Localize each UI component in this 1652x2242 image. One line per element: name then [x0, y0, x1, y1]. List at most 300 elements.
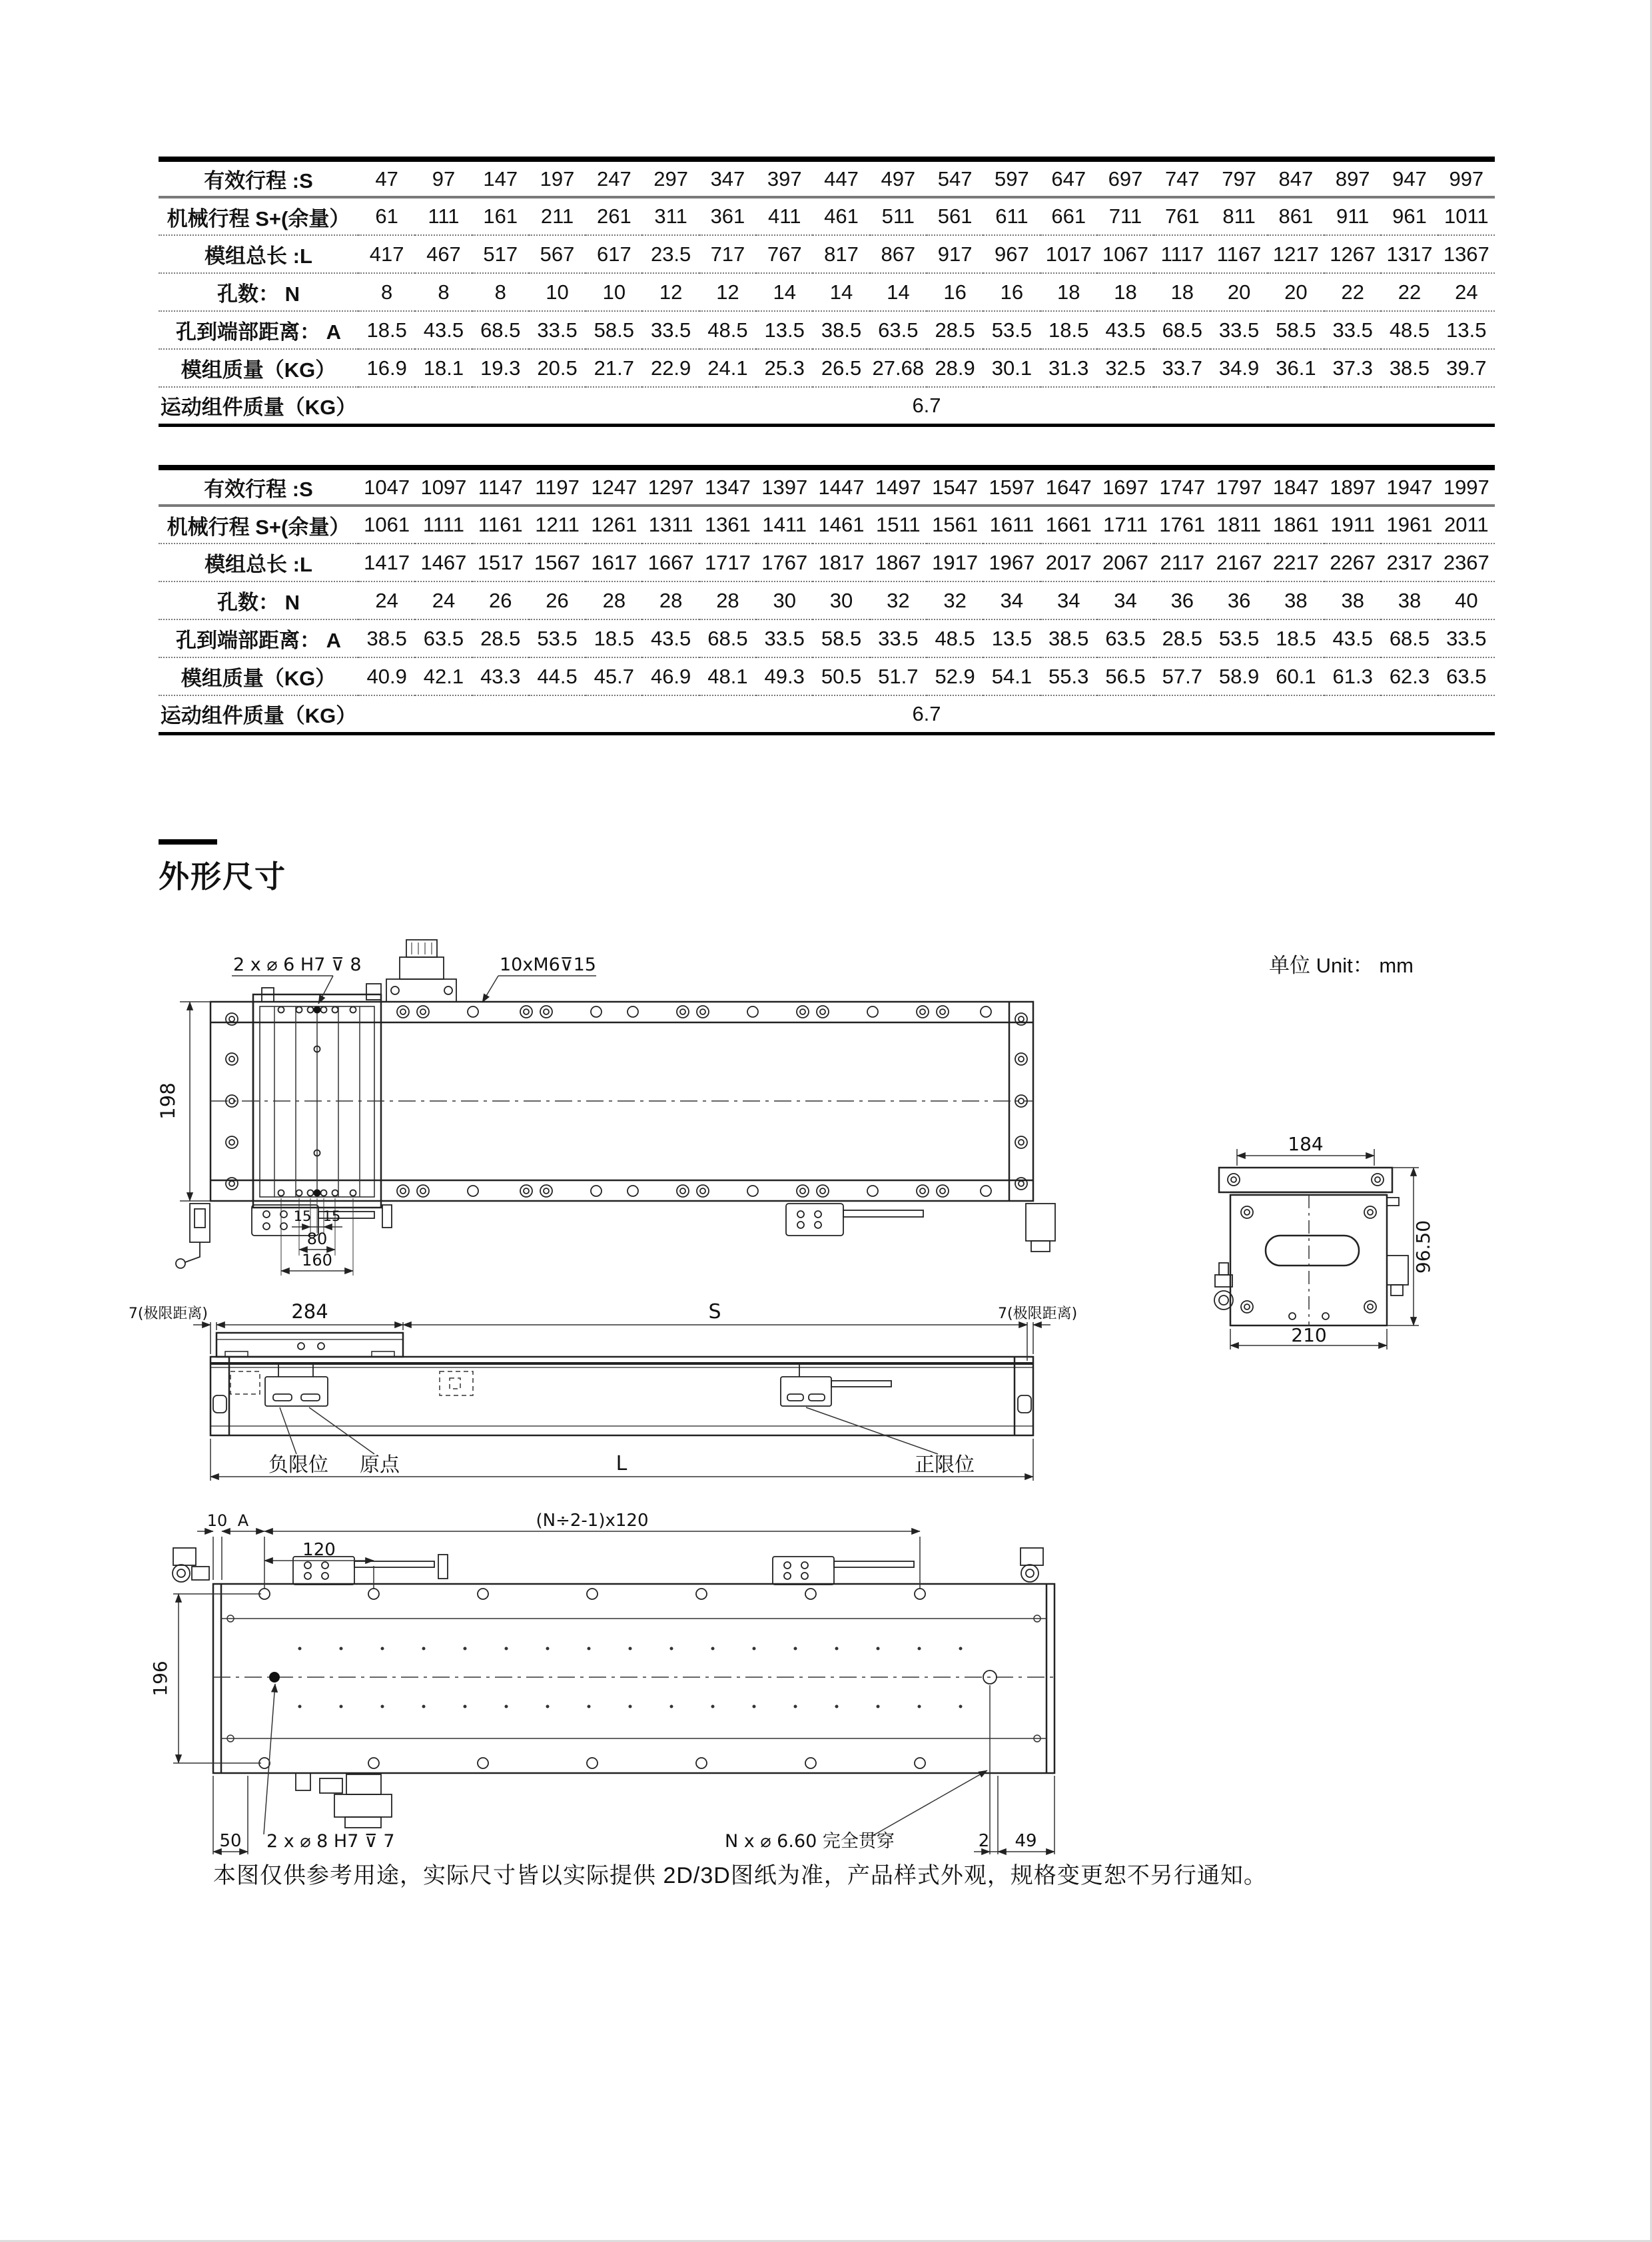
spec-cell: 28 [642, 581, 699, 619]
spec-cell: 1767 [756, 544, 813, 581]
spec-cell: 447 [824, 167, 859, 190]
spec-cell: 44.5 [529, 657, 586, 695]
spec-cell: 497 [881, 167, 916, 190]
spec-cell: 997 [1449, 167, 1484, 190]
spec-cell: 361 [699, 197, 756, 235]
spec-row [159, 311, 1495, 349]
spec-cell: 23.5 [642, 235, 699, 273]
spec-cell: 647 [1051, 167, 1086, 190]
spec-cell: 32 [870, 581, 927, 619]
spec-cell: 16.9 [358, 349, 415, 387]
spec-cell: 1661 [1040, 506, 1097, 544]
spec-cell: 1317 [1381, 235, 1438, 273]
spec-row [159, 695, 1495, 733]
spec-cell: 511 [870, 197, 927, 235]
spec-cell: 22 [1324, 273, 1381, 311]
spec-cell: 861 [1268, 197, 1324, 235]
spec-cell: 36.1 [1268, 349, 1324, 387]
spec-cell: 38 [1268, 581, 1324, 619]
spec-cell: 12 [642, 273, 699, 311]
dim-pitch: (N÷2-1)x120 [536, 1511, 649, 1531]
spec-cell: 2367 [1438, 544, 1495, 581]
spec-row [159, 544, 1495, 581]
spec-cell: 1911 [1324, 506, 1381, 544]
side-view-drawing [67, 1302, 1092, 1495]
spec-cell: 1211 [529, 506, 586, 544]
spec-cell: 42.1 [415, 657, 472, 695]
spec-cell: 33.5 [1324, 311, 1381, 349]
row-label: 运动组件质量（KG） [159, 695, 358, 733]
spec-cell: 97 [432, 167, 456, 190]
spec-cell: 14 [870, 273, 927, 311]
spec-cell: 1347 [704, 475, 751, 499]
spec-row [159, 197, 1495, 235]
spec-cell: 68.5 [1154, 311, 1210, 349]
spec-cell: 397 [767, 167, 802, 190]
dim-284: 284 [291, 1300, 328, 1323]
spec-cell: 1861 [1268, 506, 1324, 544]
spec-cell: 12 [699, 273, 756, 311]
spec-cell: 45.7 [586, 657, 642, 695]
bottom-view-body [213, 1584, 1054, 1773]
spec-cell: 28.5 [1154, 619, 1210, 657]
spec-cell: 53.5 [1210, 619, 1267, 657]
spec-cell: 13.5 [983, 619, 1040, 657]
spec-cell: 28 [699, 581, 756, 619]
spec-cell: 297 [653, 167, 688, 190]
spec-cell: 18.5 [1040, 311, 1097, 349]
spec-cell: 20.5 [529, 349, 586, 387]
spec-cell: 34 [1097, 581, 1154, 619]
spec-cell: 517 [472, 235, 529, 273]
spec-cell: 961 [1381, 197, 1438, 235]
spec-cell: 43.5 [1097, 311, 1154, 349]
spec-cell: 58.5 [813, 619, 869, 657]
row-label: 模组总长 :L [159, 235, 358, 273]
spec-cell: 947 [1392, 167, 1427, 190]
end-view-drawing [1206, 1126, 1446, 1365]
spec-cell: 261 [586, 197, 642, 235]
spec-cell: 467 [415, 235, 472, 273]
dowel-hole-label: 2 x ⌀ 8 H7 ⊽ 7 [266, 1831, 395, 1852]
spec-cell: 1497 [875, 475, 921, 499]
spec-row [159, 506, 1495, 544]
spec-cell: 6.7 [358, 695, 1495, 733]
dim-2: 2 [978, 1831, 990, 1851]
spec-cell: 24 [415, 581, 472, 619]
spec-cell: 53.5 [529, 619, 586, 657]
spec-cell: 1461 [813, 506, 869, 544]
spec-cell: 2117 [1154, 544, 1210, 581]
spec-cell: 13.5 [756, 311, 813, 349]
spec-cell: 911 [1324, 197, 1381, 235]
spec-cell: 26 [529, 581, 586, 619]
row-label: 孔数： N [159, 273, 358, 311]
spec-cell: 43.5 [1324, 619, 1381, 657]
spec-cell: 33.5 [870, 619, 927, 657]
row-label: 运动组件质量（KG） [159, 387, 358, 425]
dowel-hole-label: 2 x ⌀ 6 H7 ⊽ 8 [233, 954, 362, 975]
spec-cell: 60.1 [1268, 657, 1324, 695]
spec-cell: 16 [983, 273, 1040, 311]
row-label: 模组质量（KG） [159, 657, 358, 695]
dim-10: 10 [206, 1511, 228, 1530]
spec-cell: 38 [1381, 581, 1438, 619]
spec-cell: 68.5 [472, 311, 529, 349]
spec-cell: 1097 [420, 475, 467, 499]
dim-15-left: 15 [293, 1208, 312, 1224]
spec-cell: 111 [415, 197, 472, 235]
row-label: 模组总长 :L [159, 544, 358, 581]
spec-cell: 53.5 [983, 311, 1040, 349]
spec-cell: 1361 [699, 506, 756, 544]
spec-cell: 55.3 [1040, 657, 1097, 695]
spec-cell: 58.5 [586, 311, 642, 349]
spec-cell: 63.5 [1097, 619, 1154, 657]
spec-cell: 33.5 [1210, 311, 1267, 349]
spec-cell: 14 [813, 273, 869, 311]
spec-cell: 2067 [1097, 544, 1154, 581]
spec-cell: 247 [596, 167, 631, 190]
spec-cell: 18.5 [358, 311, 415, 349]
spec-cell: 747 [1164, 167, 1200, 190]
origin-label: 原点 [360, 1453, 400, 1477]
spec-row [159, 387, 1495, 425]
spec-cell: 1367 [1438, 235, 1495, 273]
spec-row [159, 349, 1495, 387]
dim-184: 184 [1288, 1133, 1324, 1155]
spec-cell: 417 [358, 235, 415, 273]
dim-210: 210 [1291, 1324, 1327, 1346]
spec-cell: 32 [927, 581, 983, 619]
spec-cell: 61 [358, 197, 415, 235]
spec-cell: 211 [529, 197, 586, 235]
spec-cell: 1161 [472, 506, 529, 544]
spec-cell: 1917 [927, 544, 983, 581]
spec-cell: 1797 [1216, 475, 1262, 499]
spec-cell: 611 [983, 197, 1040, 235]
spec-row [159, 159, 1495, 197]
spec-cell: 797 [1222, 167, 1256, 190]
spec-cell: 1761 [1154, 506, 1210, 544]
dim-15-right: 15 [322, 1208, 341, 1224]
spec-cell: 817 [813, 235, 869, 273]
spec-cell: 347 [710, 167, 745, 190]
spec-cell: 18 [1154, 273, 1210, 311]
spec-cell: 27.68 [870, 349, 927, 387]
spec-cell: 25.3 [756, 349, 813, 387]
hole-pattern-bottom-rail [397, 1185, 991, 1197]
dim-49: 49 [1015, 1831, 1037, 1851]
spec-cell: 38.5 [1040, 619, 1097, 657]
spec-row [159, 619, 1495, 657]
spec-cell: 811 [1210, 197, 1267, 235]
spec-cell: 1961 [1381, 506, 1438, 544]
spec-cell: 1967 [983, 544, 1040, 581]
spec-cell: 54.1 [983, 657, 1040, 695]
dimension-lines [173, 1531, 1054, 1854]
spec-cell: 661 [1040, 197, 1097, 235]
inner-lines [221, 1615, 1046, 1742]
spec-cell: 34 [983, 581, 1040, 619]
spec-cell: 1811 [1210, 506, 1267, 544]
spec-cell: 711 [1097, 197, 1154, 235]
dim-196: 196 [149, 1661, 171, 1696]
section-head [159, 839, 286, 897]
connector-hardware [296, 1773, 392, 1828]
section-title: 外形尺寸 [159, 859, 286, 894]
spec-cell: 1647 [1045, 475, 1092, 499]
spec-cell: 847 [1278, 167, 1314, 190]
spec-row [159, 468, 1495, 506]
carriage-grooves [274, 1006, 360, 1197]
spec-cell: 36 [1210, 581, 1267, 619]
row-label: 有效行程 :S [204, 478, 313, 501]
spec-cell: 2317 [1381, 544, 1438, 581]
spec-cell: 28.5 [472, 619, 529, 657]
spec-cell: 13.5 [1438, 311, 1495, 349]
spec-cell: 1711 [1097, 506, 1154, 544]
limit-distance-left-label: 7(极限距离) [128, 1306, 208, 1322]
spec-cell: 1397 [761, 475, 808, 499]
spec-cell: 46.9 [642, 657, 699, 695]
spec-cell: 68.5 [1381, 619, 1438, 657]
spec-cell: 20 [1210, 273, 1267, 311]
spec-cell: 1167 [1210, 235, 1267, 273]
spec-cell: 38 [1324, 581, 1381, 619]
spec-cell: 547 [937, 167, 973, 190]
spec-cell: 2167 [1210, 544, 1267, 581]
spec-cell: 36 [1154, 581, 1210, 619]
spec-cell: 8 [358, 273, 415, 311]
spec-cell: 48.5 [699, 311, 756, 349]
spec-cell: 22.9 [642, 349, 699, 387]
spec-cell: 697 [1108, 167, 1143, 190]
spec-cell: 51.7 [870, 657, 927, 695]
row-label: 机械行程 S+(余量） [159, 506, 358, 544]
spec-cell: 717 [699, 235, 756, 273]
spec-cell: 1447 [818, 475, 865, 499]
spec-cell: 1197 [535, 475, 580, 499]
dim-160: 160 [302, 1251, 332, 1270]
spec-cell: 43.5 [642, 619, 699, 657]
spec-cell: 1311 [642, 506, 699, 544]
negative-limit-label: 负限位 [268, 1453, 328, 1477]
spec-cell: 52.9 [927, 657, 983, 695]
spec-cell: 461 [813, 197, 869, 235]
spec-cell: 1897 [1330, 475, 1376, 499]
spec-cell: 39.7 [1438, 349, 1495, 387]
spec-cell: 1417 [358, 544, 415, 581]
spec-cell: 24 [1438, 273, 1495, 311]
side-view-body [210, 1333, 1033, 1435]
spec-cell: 10 [586, 273, 642, 311]
spec-row [159, 273, 1495, 311]
spec-cell: 2011 [1438, 506, 1495, 544]
spec-cell: 40 [1438, 581, 1495, 619]
spec-cell: 1597 [989, 475, 1035, 499]
dim-198: 198 [157, 1082, 179, 1120]
spec-cell: 30.1 [983, 349, 1040, 387]
spec-cell: 1411 [756, 506, 813, 544]
spec-cell: 48.5 [1381, 311, 1438, 349]
spec-cell: 6.7 [358, 387, 1495, 425]
spec-cell: 58.5 [1268, 311, 1324, 349]
spec-cell: 2217 [1268, 544, 1324, 581]
spec-table-2 [159, 465, 1495, 735]
spec-cell: 8 [415, 273, 472, 311]
spec-table-1 [159, 157, 1495, 427]
spec-cell: 33.7 [1154, 349, 1210, 387]
spec-cell: 18 [1097, 273, 1154, 311]
spec-cell: 1667 [642, 544, 699, 581]
spec-cell: 63.5 [415, 619, 472, 657]
spec-cell: 1517 [472, 544, 529, 581]
bottom-view-drawing [67, 1505, 1092, 1858]
spec-cell: 1947 [1386, 475, 1433, 499]
row-label: 有效行程 :S [204, 169, 313, 192]
spec-cell: 38.5 [813, 311, 869, 349]
through-hole-label: N x ⌀ 6.60 完全贯穿 [725, 1831, 895, 1852]
spec-cell: 61.3 [1324, 657, 1381, 695]
spec-cell: 1011 [1438, 197, 1495, 235]
spec-cell: 1247 [591, 475, 637, 499]
spec-cell: 617 [586, 235, 642, 273]
row-label: 机械行程 S+(余量） [159, 197, 358, 235]
spec-cell: 18 [1040, 273, 1097, 311]
spec-cell: 161 [472, 197, 529, 235]
spec-cell: 24.1 [699, 349, 756, 387]
spec-cell: 40.9 [358, 657, 415, 695]
spec-cell: 28.9 [927, 349, 983, 387]
spec-cell: 38.5 [1381, 349, 1438, 387]
spec-cell: 411 [756, 197, 813, 235]
spec-cell: 1267 [1324, 235, 1381, 273]
footnote: 本图仅供参考用途，实际尺寸皆以实际提供 2D/3D图纸为准，产品样式外观，规格变更恕不另行通知。 [213, 1863, 1267, 1888]
spec-cell: 2267 [1324, 544, 1381, 581]
spec-cell: 43.5 [415, 311, 472, 349]
row-label: 孔数： N [159, 581, 358, 619]
spec-cell: 33.5 [529, 311, 586, 349]
spec-cell: 1867 [870, 544, 927, 581]
spec-cell: 58.9 [1210, 657, 1267, 695]
spec-cell: 1547 [932, 475, 979, 499]
spec-cell: 1297 [647, 475, 694, 499]
spec-cell: 21.7 [586, 349, 642, 387]
spec-row [159, 581, 1495, 619]
unit-label: 单位 Unit： mm [1269, 954, 1414, 977]
spec-cell: 38.5 [358, 619, 415, 657]
limit-sensors [265, 1363, 891, 1406]
spec-cell: 31.3 [1040, 349, 1097, 387]
spec-cell: 1567 [529, 544, 586, 581]
spec-cell: 26.5 [813, 349, 869, 387]
dim-80: 80 [306, 1230, 328, 1248]
spec-cell: 10 [529, 273, 586, 311]
spec-cell: 1511 [870, 506, 927, 544]
spec-cell: 43.3 [472, 657, 529, 695]
spec-cell: 68.5 [699, 619, 756, 657]
spec-cell: 30 [756, 581, 813, 619]
spec-cell: 47 [375, 167, 398, 190]
spec-cell: 19.3 [472, 349, 529, 387]
spec-cell: 1611 [983, 506, 1040, 544]
spec-cell: 1047 [364, 475, 410, 499]
spec-cell: 597 [995, 167, 1029, 190]
spec-cell: 18.5 [586, 619, 642, 657]
spec-row [159, 235, 1495, 273]
dimension-lines [180, 976, 596, 1276]
spec-cell: 147 [483, 167, 518, 190]
spec-cell: 18.5 [1268, 619, 1324, 657]
spec-cell: 1147 [478, 475, 523, 499]
dim-A: A [237, 1511, 249, 1530]
spec-cell: 967 [983, 235, 1040, 273]
hidden-outlines [230, 1371, 473, 1395]
spec-cell: 1111 [415, 506, 472, 544]
dim-96-50: 96.50 [1412, 1220, 1434, 1274]
top-view-drawing [100, 929, 1066, 1299]
spec-cell: 1997 [1443, 475, 1489, 499]
spec-cell: 1067 [1097, 235, 1154, 273]
dim-50: 50 [219, 1831, 242, 1851]
spec-cell: 33.5 [642, 311, 699, 349]
spec-cell: 567 [529, 235, 586, 273]
spec-cell: 24 [358, 581, 415, 619]
spec-cell: 1561 [927, 506, 983, 544]
tap-hole-label: 10xM6⊽15 [500, 954, 596, 975]
spec-cell: 34 [1040, 581, 1097, 619]
spec-cell: 62.3 [1381, 657, 1438, 695]
hole-pattern-top-rail [397, 1006, 991, 1018]
spec-cell: 1061 [358, 506, 415, 544]
dim-S: S [708, 1300, 721, 1323]
carriage-detail [213, 1343, 1031, 1413]
spec-cell: 33.5 [756, 619, 813, 657]
spec-cell: 1217 [1268, 235, 1324, 273]
spec-cell: 1467 [415, 544, 472, 581]
spec-cell: 22 [1381, 273, 1438, 311]
spec-cell: 867 [870, 235, 927, 273]
spec-row [159, 657, 1495, 695]
spec-cell: 311 [642, 197, 699, 235]
spec-cell: 57.7 [1154, 657, 1210, 695]
spec-cell: 197 [540, 167, 575, 190]
spec-cell: 1697 [1102, 475, 1148, 499]
spec-cell: 30 [813, 581, 869, 619]
spec-cell: 34.9 [1210, 349, 1267, 387]
spec-cell: 1261 [586, 506, 642, 544]
spec-cell: 63.5 [1438, 657, 1495, 695]
spec-cell: 1017 [1040, 235, 1097, 273]
spec-cell: 49.3 [756, 657, 813, 695]
row-label: 孔到端部距离： A [159, 619, 358, 657]
end-view-fittings [1214, 1198, 1408, 1309]
spec-cell: 2017 [1040, 544, 1097, 581]
spec-cell: 20 [1268, 273, 1324, 311]
spec-cell: 561 [927, 197, 983, 235]
spec-cell: 63.5 [870, 311, 927, 349]
spec-cell: 8 [472, 273, 529, 311]
spec-cell: 32.5 [1097, 349, 1154, 387]
spec-cell: 761 [1154, 197, 1210, 235]
spec-cell: 26 [472, 581, 529, 619]
limit-distance-right-label: 7(极限距离) [998, 1306, 1078, 1322]
spec-cell: 50.5 [813, 657, 869, 695]
spec-cell: 56.5 [1097, 657, 1154, 695]
spec-cell: 14 [756, 273, 813, 311]
mounting-holes [259, 1589, 997, 1768]
